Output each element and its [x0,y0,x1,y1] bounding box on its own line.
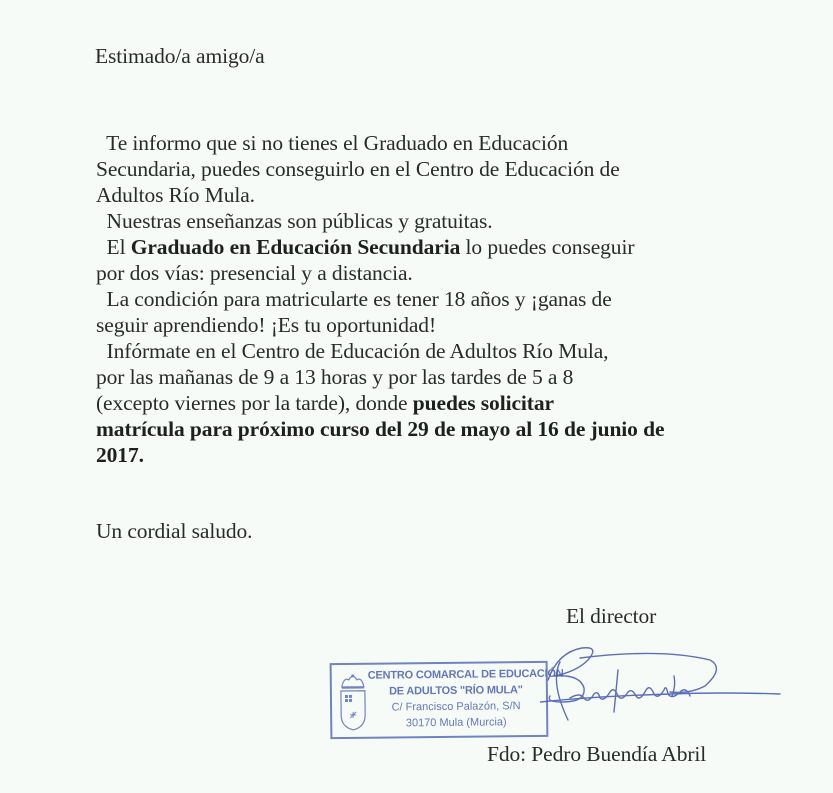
body-line [96,442,144,468]
body-text-segment: lo puedes conseguir [460,235,635,259]
body-text-segment: La condición para matricularte es tener 18 años y ¡ganas de [96,287,612,311]
body-line [96,182,255,208]
stamp-title-line1: CENTRO COMARCAL DE EDUCACIÓN [367,667,564,682]
body-text-segment: Nuestras enseñanzas son públicas y gratuitas. [96,209,493,233]
emphasized-text: 2017. [96,443,144,467]
stamp-postal-code: 30170 Mula (Murcia) [405,716,507,730]
body-line [96,390,554,416]
body-line [96,286,612,312]
stamp-title-line2: DE ADULTOS "RÍO MULA" [388,684,523,698]
body-line [96,312,436,338]
emphasized-text: matrícula para próximo curso del 29 de mayo al 16 de junio de [96,417,665,441]
body-text-segment: por las mañanas de 9 a 13 horas y por las tardes de 5 a 8 [96,365,574,389]
emphasized-text: puedes solicitar [412,391,554,415]
body-line [96,156,620,182]
body-text-segment: El [96,235,131,259]
body-text-segment: Te informo que si no tienes el Graduado en Educación [96,131,569,155]
body-line [96,364,573,390]
body-line [96,416,664,442]
body-line [96,338,608,364]
body-text-segment: Infórmate en el Centro de Educación de Adultos Río Mula, [96,339,609,363]
handwritten-signature [540,632,790,722]
greeting: Estimado/a amigo/a [95,44,265,68]
signer-name: Fdo: Pedro Buendía Abril [487,742,707,766]
body-text-segment: seguir aprendiendo! ¡Es tu oportunidad! [96,313,437,337]
coat-of-arms-icon [338,671,369,733]
closing: Un cordial saludo. [96,519,253,543]
body-text-segment: por dos vías: presencial y a distancia. [96,261,413,285]
signer-title: El director [566,604,657,628]
body-text-segment: Secundaria, puedes conseguirlo en el Centro de Educación de [96,157,620,181]
body-line [96,208,493,234]
body-line [96,130,568,156]
body-text-segment: (excepto viernes por la tarde), donde [96,391,413,415]
body-line [96,234,634,260]
stamp-address: C/ Francisco Palazón, S/N [391,700,521,714]
official-stamp [330,661,564,739]
body-text-segment: Adultos Río Mula. [96,183,255,207]
body-line [96,260,413,286]
emphasized-text: Graduado en Educación Secundaria [130,235,461,259]
